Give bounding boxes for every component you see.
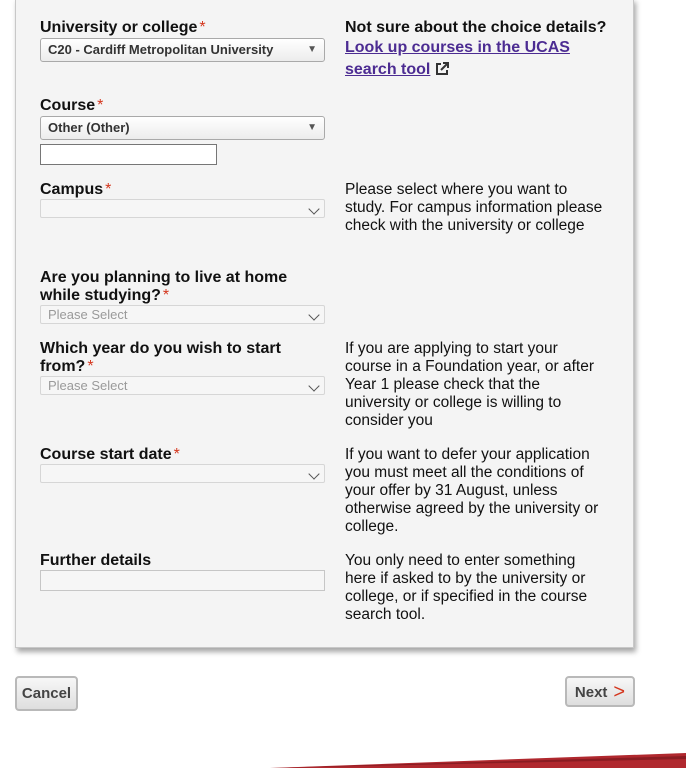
course-selected-value: Other (Other): [48, 120, 130, 135]
start-date-select[interactable]: [40, 464, 325, 483]
further-details-label: Further details: [40, 552, 152, 569]
start-year-select[interactable]: [40, 376, 325, 395]
campus-label-text: Campus: [40, 181, 104, 198]
course-select[interactable]: [40, 116, 325, 140]
live-at-home-label: [40, 269, 330, 305]
start-date-label: [40, 446, 180, 464]
required-marker: *: [173, 446, 180, 463]
required-marker: *: [199, 19, 206, 36]
choice-form-panel: [15, 0, 634, 648]
start-date-label-text: Course start date: [40, 446, 172, 463]
dropdown-arrow-icon: ▼: [307, 44, 317, 55]
ucas-search-link-line1[interactable]: Look up courses in the UCAS: [345, 39, 570, 56]
campus-label: [40, 181, 111, 199]
start-year-help-text: If you are applying to start your course in a Foundation year, or after Year 1 please check that the university or college is willing to consider you: [345, 340, 595, 429]
chevron-down-icon: [308, 380, 319, 391]
footer-swoosh-decoration: [0, 748, 686, 768]
start-year-label-line2: from?: [40, 358, 86, 375]
next-button-label: Next: [574, 684, 608, 701]
further-details-help-text: You only need to enter something here if asked to by the university or college, or if specified in the course search tool.: [345, 552, 588, 623]
live-at-home-label-line1: Are you planning to live at home: [40, 269, 288, 286]
chevron-down-icon: [308, 468, 319, 479]
start-year-label-line1: Which year do you wish to start: [40, 340, 281, 357]
campus-help-text: Please select where you want to study. For campus information please check with the university or college: [345, 181, 603, 234]
further-details-input[interactable]: [40, 570, 325, 591]
cancel-button[interactable]: Cancel: [15, 676, 78, 711]
chevron-down-icon: [308, 203, 319, 214]
not-sure-title: Not sure about the choice details?: [345, 19, 607, 36]
course-other-input[interactable]: [40, 144, 217, 165]
start-date-help-text: If you want to defer your application you must meet all the conditions of your offer by 31 August, unless otherwise agreed by the university or college.: [345, 446, 599, 535]
university-label-text: University or college: [40, 19, 198, 36]
start-year-label: [40, 340, 330, 376]
university-select[interactable]: [40, 38, 325, 62]
external-link-icon: [435, 62, 449, 76]
required-marker: *: [162, 287, 170, 304]
campus-select[interactable]: [40, 199, 325, 218]
required-marker: *: [97, 97, 104, 114]
course-label: [40, 97, 103, 115]
next-arrow-icon: >: [613, 681, 626, 703]
course-label-text: Course: [40, 97, 96, 114]
live-at-home-select[interactable]: [40, 305, 325, 324]
dropdown-arrow-icon: ▼: [307, 122, 317, 133]
live-at-home-selected-value: Please Select: [48, 307, 128, 322]
ucas-search-link-line2[interactable]: search tool: [345, 61, 431, 78]
university-label: [40, 19, 206, 37]
live-at-home-label-line2: while studying?: [40, 287, 161, 304]
chevron-down-icon: [308, 309, 319, 320]
start-year-selected-value: Please Select: [48, 378, 128, 393]
required-marker: *: [105, 181, 112, 198]
required-marker: *: [87, 358, 94, 375]
ucas-search-link[interactable]: [345, 37, 615, 81]
next-button[interactable]: [565, 676, 635, 707]
university-selected-value: C20 - Cardiff Metropolitan University: [48, 42, 274, 57]
